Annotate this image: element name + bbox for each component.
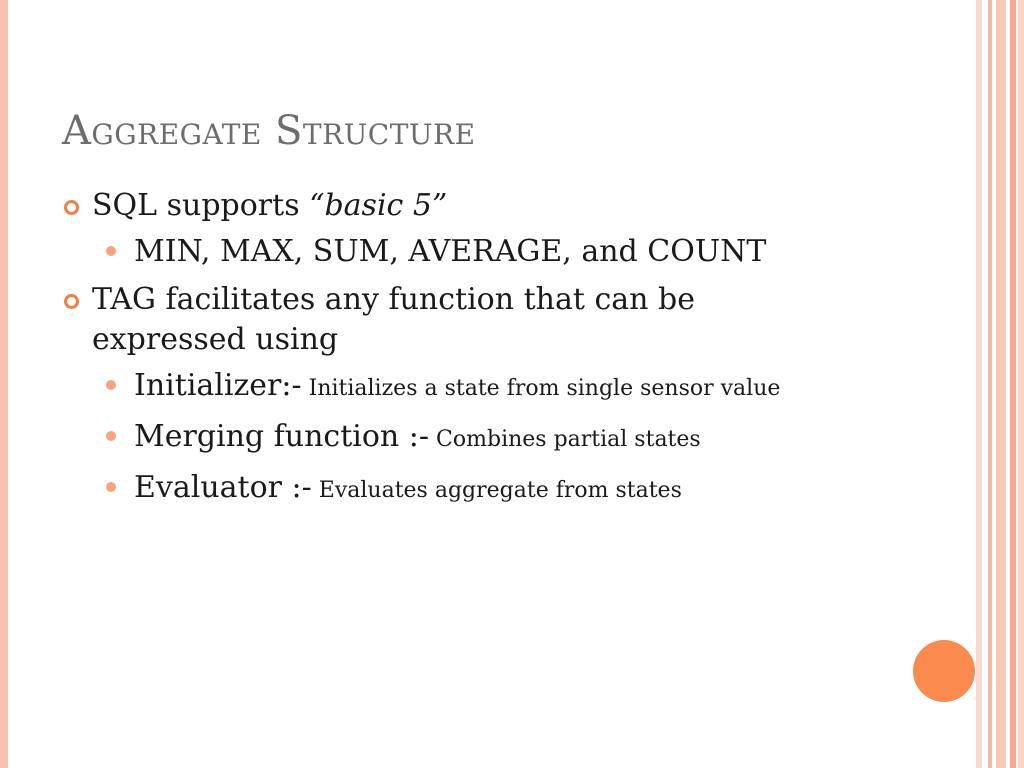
bullet-ring-icon	[64, 200, 79, 215]
bullet-item	[62, 280, 772, 360]
bullet-dot-icon	[106, 380, 116, 390]
sub-bullet-desc: Combines partial states	[429, 427, 701, 452]
bullet-emphasis: “basic 5”	[309, 188, 448, 223]
sub-bullet-term: Evaluator :-	[134, 470, 312, 505]
left-border-decoration	[0, 0, 8, 768]
slide-content	[62, 186, 962, 519]
bullet-dot-icon	[106, 431, 116, 441]
bullet-text: TAG facilitates any function that can be expressed using	[92, 282, 695, 357]
accent-circle-decoration	[913, 640, 975, 702]
stripe	[976, 0, 982, 768]
sub-bullet-text: MIN, MAX, SUM, AVERAGE, and COUNT	[134, 234, 767, 269]
stripe	[988, 0, 992, 768]
sub-bullet-desc: Evaluates aggregate from states	[311, 478, 682, 503]
sub-bullet-term: Initializer:-	[134, 368, 302, 403]
bullet-text: SQL supports	[92, 188, 310, 223]
right-stripe-decoration	[976, 0, 1024, 768]
bullet-item	[62, 186, 962, 226]
stripe	[1018, 0, 1024, 768]
slide-title: Aggregate Structure	[62, 108, 476, 154]
bullet-ring-icon	[64, 294, 79, 309]
bullet-dot-icon	[106, 482, 116, 492]
bullet-dot-icon	[106, 246, 116, 256]
stripe	[996, 0, 1006, 768]
sub-bullet-term: Merging function :-	[134, 419, 430, 454]
stripe	[1010, 0, 1016, 768]
sub-bullet-item	[62, 468, 962, 511]
sub-bullet-item	[62, 366, 962, 409]
sub-bullet-item	[62, 232, 962, 272]
sub-bullet-item	[62, 417, 962, 460]
sub-bullet-desc: Initializes a state from single sensor value	[301, 376, 781, 401]
